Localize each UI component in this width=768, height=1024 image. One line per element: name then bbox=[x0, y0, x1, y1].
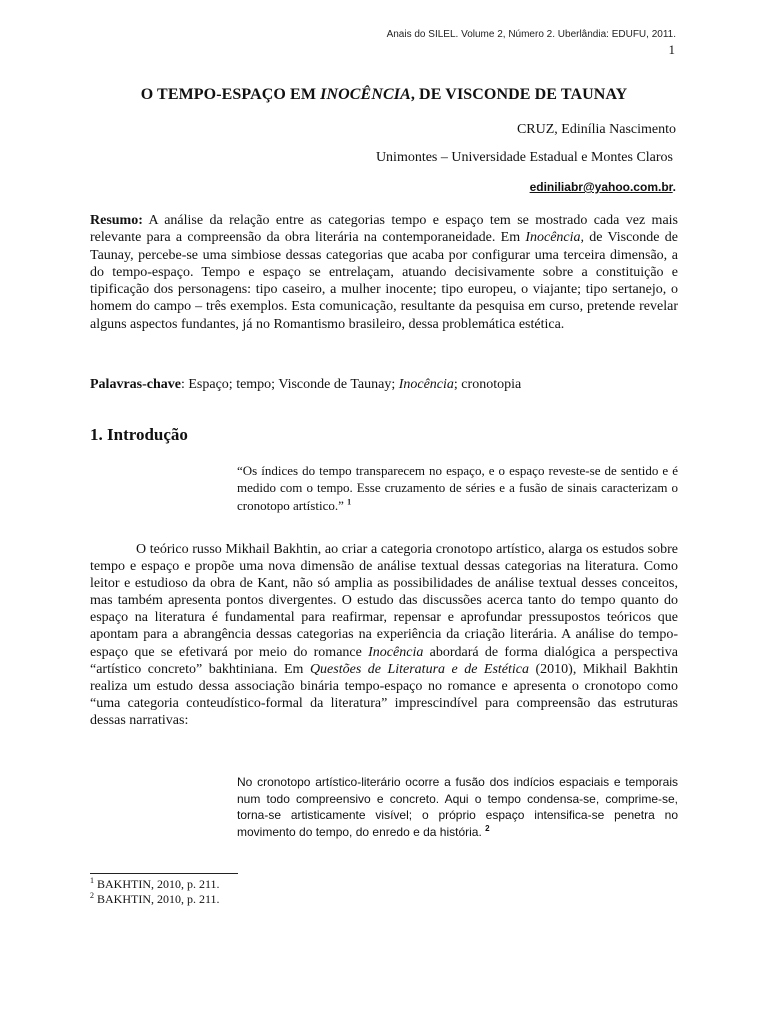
author-name: CRUZ, Edinília Nascimento bbox=[516, 122, 676, 137]
footnote-ref-2[interactable]: 2 bbox=[485, 823, 490, 833]
section-heading: 1. Introdução bbox=[90, 425, 188, 444]
footnote-number: 1 bbox=[90, 876, 94, 885]
abstract-text-2: de Visconde de Taunay, percebe-se uma simbiose dessas categorias que acaba por configurar uma terceira dimensão, a do tempo-espaço. Tempo e espaço se entrelaçam, atuando decisivamente sobre a constituição e tipificação dos personagens: tipo caseiro, a mulher inocente; tipo europeu, o viajante; tipo sertanejo, o homem do campo – três exemplos. Esta comunicação, resultante da pesquisa em curso, pretende revelar alguns aspectos fundantes, já no Romantismo brasileiro, dessa problemática estética. bbox=[90, 230, 678, 332]
author-affiliation: Unimontes – Universidade Estadual e Montes Claros bbox=[375, 150, 673, 165]
keywords-label: Palavras-chave bbox=[90, 377, 181, 392]
footnote-number: 2 bbox=[90, 891, 94, 900]
block-quote bbox=[237, 774, 678, 840]
body-italic-2: Questões de Literatura e de Estética bbox=[309, 661, 530, 677]
keywords-italic: Inocência bbox=[398, 377, 454, 392]
page-number: 1 bbox=[668, 42, 675, 57]
author-email-line bbox=[530, 180, 676, 194]
keywords-text-1: : Espaço; tempo; Visconde de Taunay; bbox=[180, 377, 399, 392]
title-part1: O TEMPO-ESPAÇO EM bbox=[140, 86, 321, 103]
abstract bbox=[90, 212, 678, 333]
abstract-italic: Inocência, bbox=[525, 230, 585, 246]
author-email-link[interactable]: ediniliabr@yahoo.com.br bbox=[529, 180, 673, 194]
footnote-item bbox=[90, 877, 220, 892]
abstract-label: Resumo: bbox=[90, 213, 143, 228]
epigraph-text: “Os índices do tempo transparecem no espaço, e o espaço reveste-se de sentido e é medido com o tempo. Esse cruzamento de séries e a fusão de sinais caracterizam o cronotopo artístico.” bbox=[237, 463, 678, 513]
title-italic: INOCÊNCIA bbox=[320, 86, 411, 103]
body-paragraph bbox=[90, 541, 678, 729]
title-part2: , DE VISCONDE DE TAUNAY bbox=[410, 86, 628, 103]
footnote-ref-1[interactable]: 1 bbox=[347, 497, 352, 507]
footnote-divider bbox=[90, 873, 238, 874]
paper-title bbox=[90, 86, 678, 104]
abstract-text-1: A análise da relação entre as categorias tempo e espaço tem se mostrado cada vez mais relevante para a compreensão da obra literária na contemporaneidade. Em bbox=[90, 213, 678, 246]
body-text-3: (2010), Mikhail Bakhtin realiza um estudo dessa associação binária tempo-espaço no romance e apresenta o cronotopo como “uma categoria conteudístico-formal da literatura” imprescindível para compreensão das estruturas dessas narrativas: bbox=[90, 661, 678, 728]
running-head: Anais do SILEL. Volume 2, Número 2. Uberlândia: EDUFU, 2011. bbox=[386, 29, 676, 40]
keywords bbox=[90, 376, 678, 393]
epigraph-quote bbox=[237, 462, 678, 514]
body-italic-1: Inocência bbox=[368, 644, 424, 660]
body-text-2: abordará de forma dialógica a perspectiva “artístico concreto” bakhtiniana. Em bbox=[90, 644, 678, 677]
footnote-text: BAKHTIN, 2010, p. 211. bbox=[94, 877, 220, 891]
body-text-1: O teórico russo Mikhail Bakhtin, ao criar a categoria cronotopo artístico, alarga os estudos sobre tempo e espaço e propõe uma nova dimensão de análise textual dessas categorias na literatura. Como leitor e estudioso da obra de Kant, não só amplia as possibilidades de análise textual desses conceitos, mas também apresenta pontos divergentes. O estudo das discussões acerca tanto do tempo quanto do espaço na literatura é fundamental para reafirmar, repensar e aprofundar pressupostos teóricos que apontam para a abrangência dessas categorias na experiência da criação literária. A análise do tempo-espaço que se efetivará por meio do romance bbox=[90, 542, 678, 660]
footnote-item bbox=[90, 892, 220, 907]
block-quote-text: No cronotopo artístico-literário ocorre a fusão dos indícios espaciais e temporais num todo compreensivo e concreto. Aqui o tempo condensa-se, comprime-se, torna-se artisticamente visível; o próprio espaço intensifica-se penetra no movimento do tempo, do enredo e da história. bbox=[237, 775, 678, 839]
footnote-text: BAKHTIN, 2010, p. 211. bbox=[94, 892, 220, 906]
footnotes bbox=[90, 877, 220, 907]
author-email-suffix: . bbox=[672, 180, 676, 194]
keywords-text-2: ; cronotopia bbox=[453, 377, 522, 392]
